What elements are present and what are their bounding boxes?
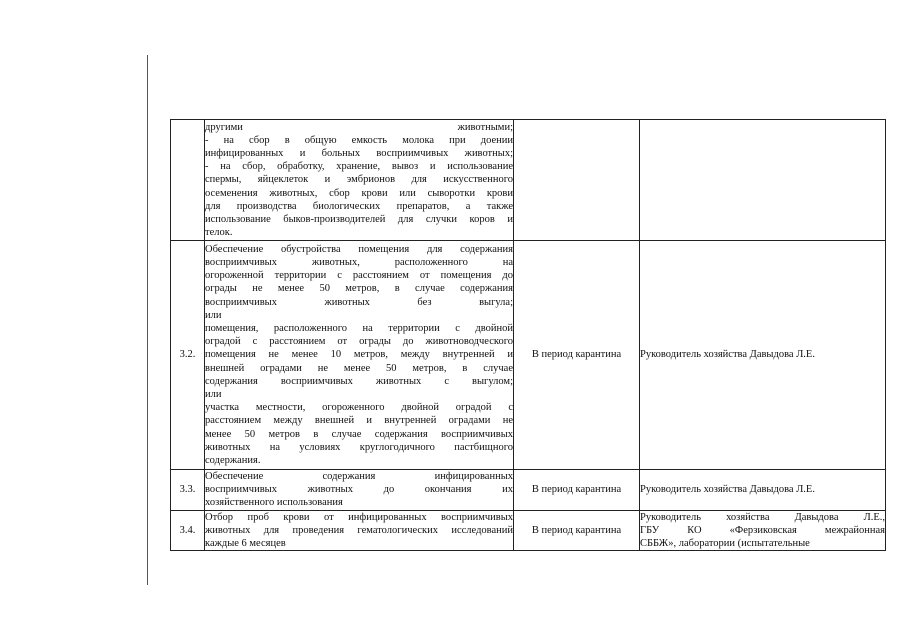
- responsible-cell: [640, 241, 886, 470]
- text-line: Обеспечение обустройства помещения для содержания: [205, 243, 513, 255]
- description-lines: [205, 511, 513, 551]
- text-line: содержания восприимчивых животных с выгулом;: [205, 375, 513, 387]
- deadline-cell: [514, 120, 640, 241]
- description-lines: [205, 243, 513, 467]
- measures-table-body: [171, 120, 886, 551]
- text-line: внешней оградами не менее 50 метров, в случае: [205, 362, 513, 374]
- responsible-cell: [640, 470, 886, 511]
- text-line: менее 50 метров в случае содержания восприимчивых: [205, 428, 513, 440]
- text-line: помещения не менее 10 метров, между внутренней и: [205, 349, 513, 361]
- text-line: животных для проведения гематологических исследований: [205, 524, 513, 536]
- text-line: каждые 6 месяцев: [205, 538, 286, 550]
- text-line: использование быков-производителей для случки коров и: [205, 214, 513, 225]
- text-line: инфицированных и больных восприимчивых животных;: [205, 147, 513, 159]
- responsible-lines: [640, 483, 885, 496]
- text-line: другими животными;: [205, 121, 513, 133]
- responsible-lines: [640, 348, 885, 361]
- text-line: участка местности, огороженного двойной оградой с: [205, 402, 513, 414]
- page-margin-line: [147, 55, 148, 585]
- table-row: [171, 120, 886, 241]
- text-line: осеменения животных, сбор крови или сыворотки крови: [205, 187, 513, 199]
- text-line: восприимчивых животных, расположенного на: [205, 256, 513, 268]
- table-row: [171, 510, 886, 551]
- table-row: [171, 241, 886, 470]
- text-line: помещения, расположенного на территории с двойной: [205, 322, 513, 334]
- row-number: [171, 120, 205, 241]
- measure-description: [205, 120, 514, 241]
- text-line: Руководитель хозяйства Давыдова Л.Е.: [640, 484, 815, 496]
- deadline-cell: В период карантина: [514, 510, 640, 551]
- text-line: огороженной территории с расстоянием от помещения до: [205, 270, 513, 282]
- text-line: восприимчивых животных без выгула;: [205, 296, 513, 308]
- deadline-cell: В период карантина: [514, 241, 640, 470]
- text-line: или: [205, 309, 222, 321]
- text-line: для производства биологических препаратов, а также: [205, 200, 513, 212]
- measure-description: [205, 241, 514, 470]
- responsible-cell: [640, 510, 886, 551]
- text-line: СББЖ», лаборатории (испытательные: [640, 538, 810, 550]
- measures-table: [170, 119, 886, 551]
- description-lines: [205, 121, 513, 240]
- measure-description: [205, 510, 514, 551]
- text-line: спермы, яйцеклеток и эмбрионов для искусственного: [205, 174, 513, 186]
- text-line: Руководитель хозяйства Давыдова Л.Е.,: [640, 511, 885, 523]
- text-line: Обеспечение содержания инфицированных: [205, 471, 513, 482]
- text-line: Отбор проб крови от инфицированных восприимчивых: [205, 511, 513, 523]
- text-line: расстоянием между внешней и внутренней оградами не: [205, 415, 513, 427]
- text-line: оградой с расстоянием от ограды до животноводческого: [205, 336, 513, 348]
- text-line: - на сбор в общую емкость молока при доении: [205, 134, 513, 146]
- text-line: телок.: [205, 227, 233, 239]
- row-number: 3.3.: [171, 470, 205, 511]
- text-line: содержания.: [205, 455, 261, 467]
- description-lines: [205, 470, 513, 510]
- measure-description: [205, 470, 514, 511]
- table-row: [171, 470, 886, 511]
- text-line: ограды не менее 50 метров, в случае содержания: [205, 283, 513, 295]
- row-number: 3.2.: [171, 241, 205, 470]
- text-line: восприимчивых животных до окончания их: [205, 484, 513, 496]
- responsible-cell: [640, 120, 886, 241]
- row-number: 3.4.: [171, 510, 205, 551]
- text-line: Руководитель хозяйства Давыдова Л.Е.: [640, 349, 815, 361]
- text-line: хозяйственного использования: [205, 497, 343, 509]
- text-line: животных на условиях круглогодичного пастбищного: [205, 441, 513, 453]
- text-line: ГБУ КО «Ферзиковская межрайонная: [640, 524, 885, 536]
- text-line: - на сбор, обработку, хранение, вывоз и использование: [205, 161, 513, 173]
- deadline-cell: В период карантина: [514, 470, 640, 511]
- responsible-lines: [640, 511, 885, 551]
- text-line: или: [205, 389, 222, 400]
